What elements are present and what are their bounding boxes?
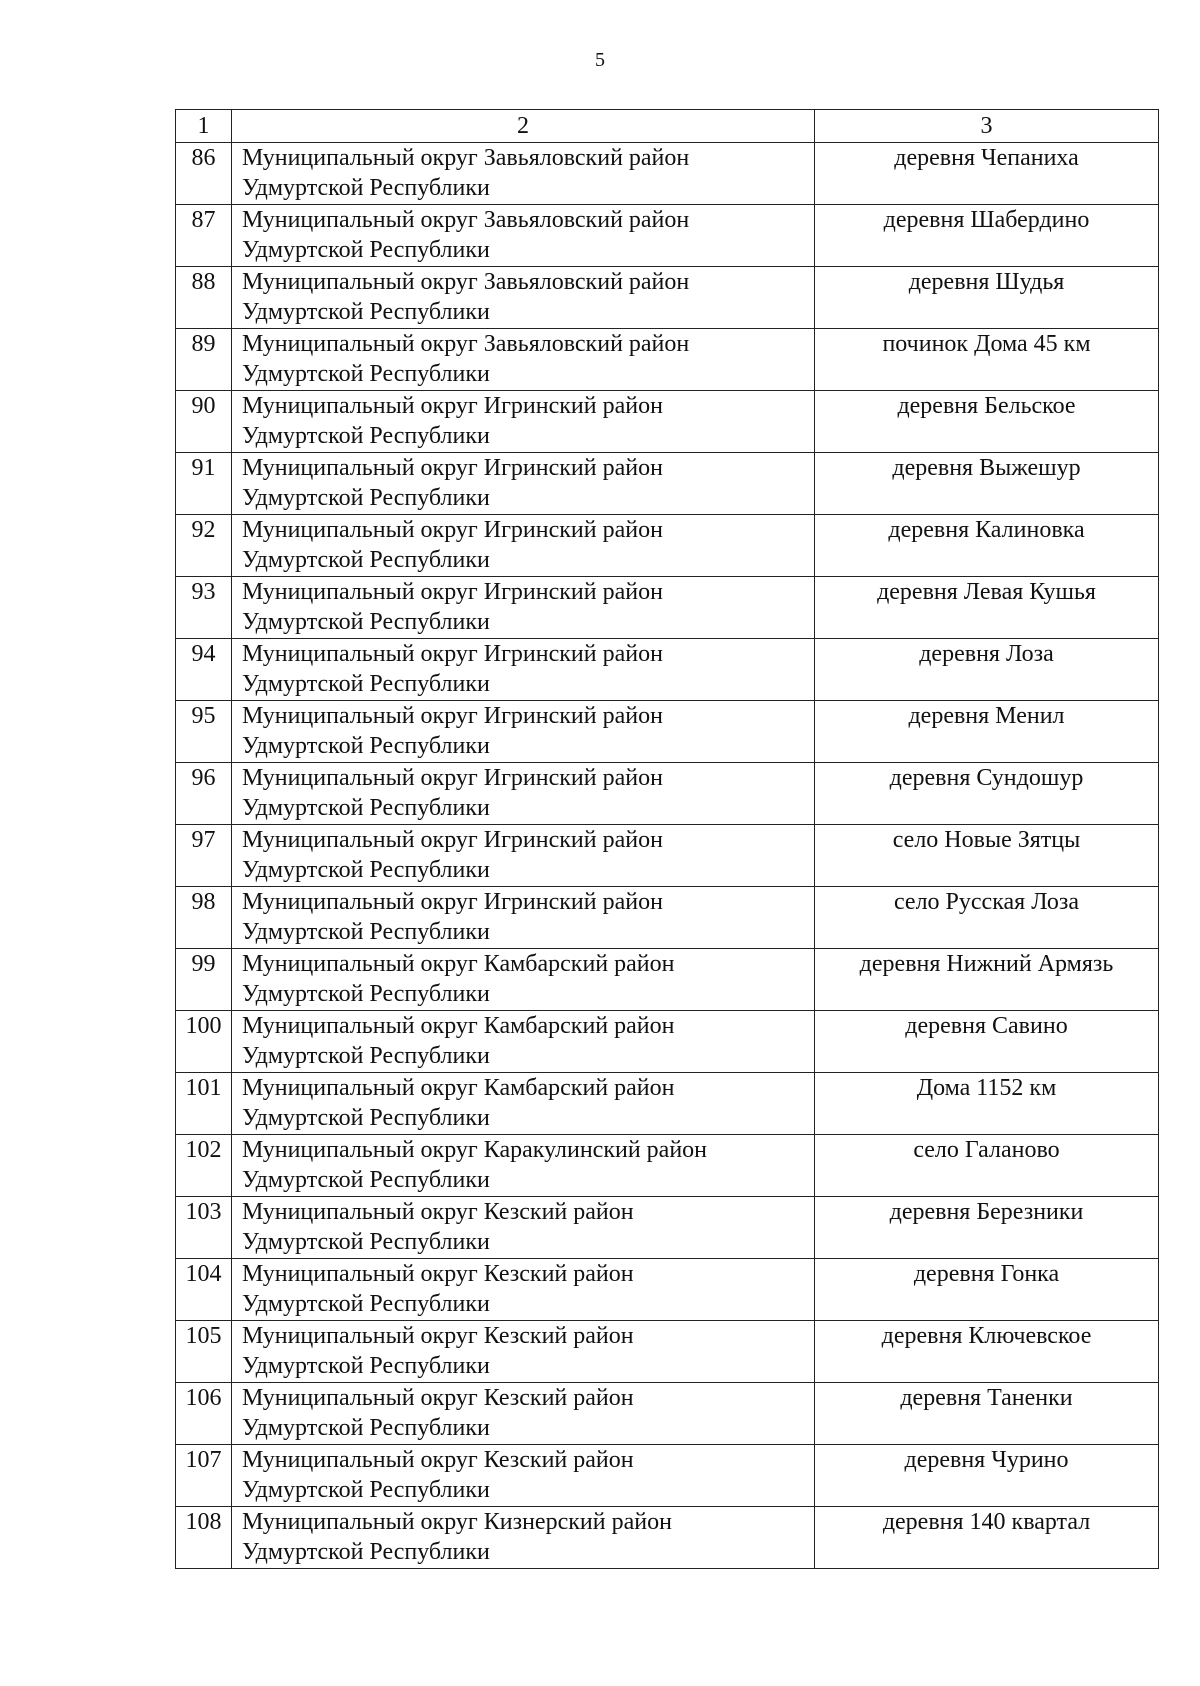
region-line-1: Муниципальный округ Игринский район — [242, 579, 663, 605]
table-row — [176, 1135, 1159, 1197]
region-line-2: Удмуртской Республики — [242, 485, 490, 511]
region-line-1: Муниципальный округ Завьяловский район — [242, 269, 690, 295]
region-line-1: Муниципальный округ Игринский район — [242, 827, 663, 853]
region-cell — [232, 1321, 815, 1383]
table-row — [176, 267, 1159, 329]
table-row — [176, 1321, 1159, 1383]
settlement-cell: деревня Выжешур — [815, 453, 1159, 515]
row-number: 103 — [176, 1197, 232, 1259]
region-cell — [232, 701, 815, 763]
region-line-2: Удмуртской Республики — [242, 299, 490, 325]
table-row — [176, 763, 1159, 825]
page-number: 5 — [595, 49, 605, 71]
region-cell — [232, 763, 815, 825]
column-header-region: 2 — [232, 110, 815, 143]
table-row — [176, 639, 1159, 701]
region-line-2: Удмуртской Республики — [242, 919, 490, 945]
region-line-1: Муниципальный округ Кезский район — [242, 1261, 634, 1287]
table-row — [176, 391, 1159, 453]
region-line-2: Удмуртской Республики — [242, 361, 490, 387]
region-cell — [232, 453, 815, 515]
region-cell — [232, 205, 815, 267]
row-number: 99 — [176, 949, 232, 1011]
table-row — [176, 1073, 1159, 1135]
settlement-cell: деревня 140 квартал — [815, 1507, 1159, 1569]
settlement-cell: село Новые Зятцы — [815, 825, 1159, 887]
table-row — [176, 1197, 1159, 1259]
row-number: 95 — [176, 701, 232, 763]
table-row — [176, 1383, 1159, 1445]
settlement-cell: деревня Лоза — [815, 639, 1159, 701]
table-header-row — [176, 110, 1159, 143]
region-line-2: Удмуртской Республики — [242, 1229, 490, 1255]
table-row — [176, 205, 1159, 267]
region-cell — [232, 949, 815, 1011]
region-line-1: Муниципальный округ Завьяловский район — [242, 145, 690, 171]
settlement-cell: деревня Калиновка — [815, 515, 1159, 577]
table-row — [176, 143, 1159, 205]
table-row — [176, 1445, 1159, 1507]
region-line-1: Муниципальный округ Игринский район — [242, 455, 663, 481]
settlement-cell: деревня Шабердино — [815, 205, 1159, 267]
row-number: 86 — [176, 143, 232, 205]
settlement-cell: деревня Нижний Армязь — [815, 949, 1159, 1011]
row-number: 90 — [176, 391, 232, 453]
region-line-2: Удмуртской Республики — [242, 1105, 490, 1131]
row-number: 101 — [176, 1073, 232, 1135]
table-row — [176, 453, 1159, 515]
region-line-2: Удмуртской Республики — [242, 423, 490, 449]
region-line-2: Удмуртской Республики — [242, 1539, 490, 1565]
region-line-2: Удмуртской Республики — [242, 857, 490, 883]
region-cell — [232, 1197, 815, 1259]
region-line-1: Муниципальный округ Камбарский район — [242, 951, 675, 977]
region-cell — [232, 515, 815, 577]
region-cell — [232, 825, 815, 887]
region-cell — [232, 329, 815, 391]
table-row — [176, 515, 1159, 577]
region-line-2: Удмуртской Республики — [242, 1415, 490, 1441]
settlement-cell: деревня Чурино — [815, 1445, 1159, 1507]
region-cell — [232, 1073, 815, 1135]
region-line-2: Удмуртской Республики — [242, 733, 490, 759]
region-line-2: Удмуртской Республики — [242, 175, 490, 201]
region-line-1: Муниципальный округ Кезский район — [242, 1447, 634, 1473]
region-cell — [232, 267, 815, 329]
region-line-1: Муниципальный округ Завьяловский район — [242, 331, 690, 357]
column-header-settlement: 3 — [815, 110, 1159, 143]
region-line-1: Муниципальный округ Игринский район — [242, 765, 663, 791]
region-cell — [232, 1445, 815, 1507]
settlement-cell: деревня Савино — [815, 1011, 1159, 1073]
row-number: 96 — [176, 763, 232, 825]
settlement-cell: деревня Сундошур — [815, 763, 1159, 825]
table-row — [176, 1259, 1159, 1321]
column-header-number: 1 — [176, 110, 232, 143]
region-line-2: Удмуртской Республики — [242, 795, 490, 821]
settlement-cell: деревня Шудья — [815, 267, 1159, 329]
region-line-2: Удмуртской Республики — [242, 671, 490, 697]
region-cell — [232, 143, 815, 205]
row-number: 92 — [176, 515, 232, 577]
table-row — [176, 1011, 1159, 1073]
row-number: 88 — [176, 267, 232, 329]
table-row — [176, 825, 1159, 887]
region-cell — [232, 1011, 815, 1073]
region-line-1: Муниципальный округ Кезский район — [242, 1385, 634, 1411]
region-cell — [232, 1135, 815, 1197]
settlement-cell: деревня Менил — [815, 701, 1159, 763]
row-number: 91 — [176, 453, 232, 515]
settlement-cell: деревня Таненки — [815, 1383, 1159, 1445]
region-line-2: Удмуртской Республики — [242, 609, 490, 635]
settlement-cell: деревня Березники — [815, 1197, 1159, 1259]
region-line-2: Удмуртской Республики — [242, 1477, 490, 1503]
region-line-1: Муниципальный округ Кезский район — [242, 1199, 634, 1225]
row-number: 105 — [176, 1321, 232, 1383]
settlement-cell: деревня Ключевское — [815, 1321, 1159, 1383]
region-line-1: Муниципальный округ Кезский район — [242, 1323, 634, 1349]
table-row — [176, 329, 1159, 391]
region-line-2: Удмуртской Республики — [242, 547, 490, 573]
region-line-1: Муниципальный округ Камбарский район — [242, 1013, 675, 1039]
settlements-table — [175, 109, 1159, 1569]
region-line-1: Муниципальный округ Игринский район — [242, 641, 663, 667]
region-line-2: Удмуртской Республики — [242, 981, 490, 1007]
region-cell — [232, 391, 815, 453]
row-number: 108 — [176, 1507, 232, 1569]
row-number: 94 — [176, 639, 232, 701]
settlement-cell: починок Дома 45 км — [815, 329, 1159, 391]
settlement-cell: село Галаново — [815, 1135, 1159, 1197]
region-line-1: Муниципальный округ Камбарский район — [242, 1075, 675, 1101]
region-cell — [232, 1259, 815, 1321]
row-number: 87 — [176, 205, 232, 267]
region-line-1: Муниципальный округ Игринский район — [242, 889, 663, 915]
region-line-1: Муниципальный округ Игринский район — [242, 703, 663, 729]
settlement-cell: деревня Левая Кушья — [815, 577, 1159, 639]
region-cell — [232, 639, 815, 701]
region-line-1: Муниципальный округ Кизнерский район — [242, 1509, 672, 1535]
table-row — [176, 701, 1159, 763]
settlement-cell: деревня Чепаниха — [815, 143, 1159, 205]
row-number: 98 — [176, 887, 232, 949]
table-row — [176, 949, 1159, 1011]
region-cell — [232, 1507, 815, 1569]
region-cell — [232, 887, 815, 949]
row-number: 106 — [176, 1383, 232, 1445]
region-line-2: Удмуртской Республики — [242, 1167, 490, 1193]
settlement-cell: Дома 1152 км — [815, 1073, 1159, 1135]
region-line-1: Муниципальный округ Завьяловский район — [242, 207, 690, 233]
region-line-2: Удмуртской Республики — [242, 237, 490, 263]
region-cell — [232, 1383, 815, 1445]
row-number: 107 — [176, 1445, 232, 1507]
row-number: 93 — [176, 577, 232, 639]
region-cell — [232, 577, 815, 639]
row-number: 89 — [176, 329, 232, 391]
row-number: 100 — [176, 1011, 232, 1073]
settlement-cell: село Русская Лоза — [815, 887, 1159, 949]
region-line-1: Муниципальный округ Каракулинский район — [242, 1137, 708, 1163]
table-row — [176, 577, 1159, 639]
row-number: 104 — [176, 1259, 232, 1321]
settlement-cell: деревня Бельское — [815, 391, 1159, 453]
table-row — [176, 1507, 1159, 1569]
region-line-2: Удмуртской Республики — [242, 1043, 490, 1069]
row-number: 97 — [176, 825, 232, 887]
region-line-2: Удмуртской Республики — [242, 1353, 490, 1379]
region-line-2: Удмуртской Республики — [242, 1291, 490, 1317]
region-line-1: Муниципальный округ Игринский район — [242, 393, 663, 419]
row-number: 102 — [176, 1135, 232, 1197]
region-line-1: Муниципальный округ Игринский район — [242, 517, 663, 543]
table-body — [176, 143, 1159, 1569]
settlement-cell: деревня Гонка — [815, 1259, 1159, 1321]
table-row — [176, 887, 1159, 949]
